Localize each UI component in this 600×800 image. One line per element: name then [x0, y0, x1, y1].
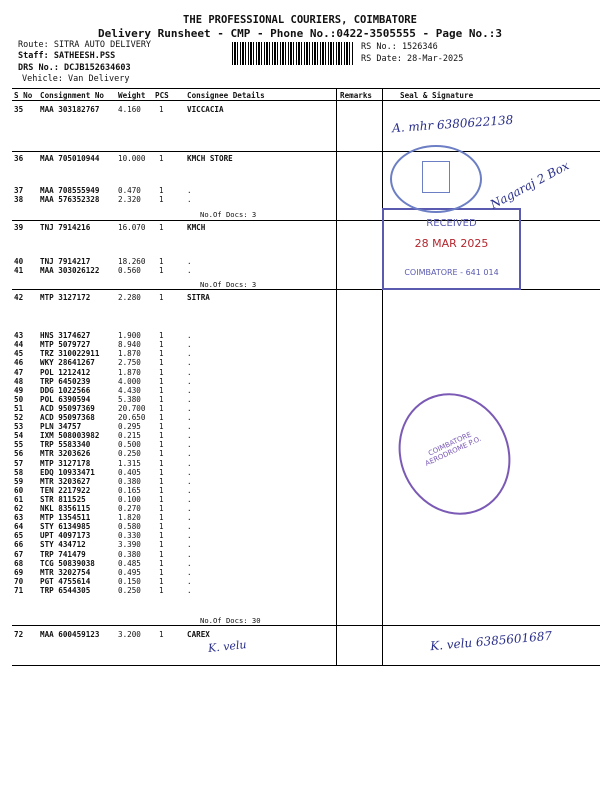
cell-pcs: 1	[159, 485, 164, 495]
cell-weight: 0.150	[118, 576, 141, 586]
col-header-remarks: Remarks	[340, 91, 373, 100]
cell-pcs: 1	[159, 431, 164, 441]
cell-pcs: 1	[159, 567, 164, 577]
cell-sno: 60	[14, 485, 24, 495]
cell-sno: 55	[14, 440, 24, 450]
received-stamp-title: RECEIVED	[426, 218, 477, 229]
cell-sno: 35	[14, 105, 24, 114]
cell-pcs: 1	[159, 340, 164, 350]
vehicle-label: Vehicle: Van Delivery	[22, 74, 130, 84]
cell-weight: 0.295	[118, 422, 141, 432]
handwritten-signature: K. velu 6385601687	[429, 628, 553, 654]
cell-pcs: 1	[159, 105, 164, 114]
round-office-stamp	[390, 145, 482, 213]
cell-weight: 0.215	[118, 431, 141, 441]
group-divider	[12, 625, 600, 626]
cell-sno: 59	[14, 476, 24, 486]
cell-pcs: 1	[159, 476, 164, 486]
signature-divider	[382, 88, 383, 665]
cell-sno: 65	[14, 531, 24, 541]
cell-pcs: 1	[159, 585, 164, 595]
col-header-weight: Weight	[118, 91, 146, 100]
cell-consignee: .	[187, 358, 192, 368]
cell-sno: 43	[14, 331, 24, 341]
cell-weight: 1.820	[118, 513, 141, 523]
cell-consignment: DDG 1022566	[40, 385, 91, 395]
docs-count: No.Of Docs: 3	[200, 210, 257, 219]
cell-pcs: 1	[159, 331, 164, 341]
cell-consignee: SITRA	[187, 293, 210, 302]
cell-consignment: TRZ 310022911	[40, 349, 100, 359]
cell-consignee: .	[187, 576, 192, 586]
cell-consignment: TRP 6450239	[40, 376, 91, 386]
cell-sno: 52	[14, 413, 24, 422]
cell-pcs: 1	[159, 257, 164, 267]
group-divider	[12, 151, 600, 152]
cell-weight: 4.430	[118, 385, 141, 395]
cell-pcs: 1	[159, 630, 164, 639]
cell-sno: 70	[14, 576, 24, 586]
cell-consignment: STY 434712	[40, 540, 86, 550]
table-top-border	[12, 88, 600, 89]
cell-weight: 16.070	[118, 223, 146, 232]
table-header-border	[12, 100, 600, 101]
cell-consignee: KMCH	[187, 223, 206, 232]
cell-weight: 0.330	[118, 531, 141, 541]
cell-consignment: WKY 28641267	[40, 358, 95, 368]
cell-consignee: .	[187, 485, 192, 495]
cell-sno: 71	[14, 585, 24, 595]
cell-consignee: .	[187, 558, 192, 568]
cell-sno: 54	[14, 431, 24, 441]
cell-sno: 66	[14, 540, 24, 550]
cell-weight: 0.495	[118, 567, 141, 577]
cell-consignment: ACD 95097368	[40, 413, 95, 422]
cell-consignment: TRP 6544305	[40, 585, 91, 595]
cell-consignee: .	[187, 513, 192, 523]
cell-consignment: TNJ 7914217	[40, 257, 91, 267]
cell-pcs: 1	[159, 358, 164, 368]
cell-consignment: MAA 705010944	[40, 154, 100, 163]
cell-consignee: .	[187, 186, 192, 196]
rs-number: RS No.: 1526346	[361, 42, 438, 52]
cell-sno: 57	[14, 458, 24, 468]
cell-sno: 49	[14, 385, 24, 395]
cell-consignee: .	[187, 476, 192, 486]
cell-weight: 4.000	[118, 376, 141, 386]
cell-pcs: 1	[159, 385, 164, 395]
received-stamp-place: COIMBATORE - 641 014	[404, 268, 499, 277]
cell-sno: 67	[14, 549, 24, 559]
cell-consignment: POL 1212412	[40, 367, 91, 377]
cell-sno: 50	[14, 394, 24, 404]
cell-consignee: .	[187, 431, 192, 441]
cell-sno: 41	[14, 266, 24, 276]
handwritten-signature: A. mhr 6380622138	[391, 112, 514, 136]
cell-pcs: 1	[159, 367, 164, 377]
drs-label: DRS No.: DCJB152634603	[18, 63, 131, 73]
cell-consignment: HNS 3174627	[40, 331, 91, 341]
cell-consignee: .	[187, 567, 192, 577]
cell-consignee: .	[187, 467, 192, 477]
cell-consignment: MAA 303182767	[40, 105, 100, 114]
cell-consignment: MTR 3202754	[40, 567, 91, 577]
cell-consignee: .	[187, 340, 192, 350]
cell-consignee: .	[187, 331, 192, 341]
cell-consignment: STR 811525	[40, 494, 86, 504]
cell-consignment: PGT 4755614	[40, 576, 91, 586]
cell-consignee: .	[187, 522, 192, 532]
cell-pcs: 1	[159, 349, 164, 359]
cell-sno: 64	[14, 522, 24, 532]
cell-sno: 56	[14, 449, 24, 459]
cell-pcs: 1	[159, 531, 164, 541]
stamp-emblem	[422, 161, 450, 193]
cell-weight: 2.280	[118, 293, 141, 302]
cell-consignee: .	[187, 494, 192, 504]
cell-pcs: 1	[159, 494, 164, 504]
cell-weight: 5.380	[118, 394, 141, 404]
cell-sno: 40	[14, 257, 24, 267]
cell-sno: 45	[14, 349, 24, 359]
cell-sno: 37	[14, 186, 24, 196]
cell-pcs: 1	[159, 266, 164, 276]
remarks-divider	[336, 88, 337, 665]
cell-sno: 44	[14, 340, 24, 350]
route-label: Route: SITRA AUTO DELIVERY	[18, 40, 152, 50]
cell-weight: 18.260	[118, 257, 146, 267]
cell-pcs: 1	[159, 522, 164, 532]
cell-consignment: EDQ 10933471	[40, 467, 95, 477]
cell-pcs: 1	[159, 186, 164, 196]
docs-count: No.Of Docs: 3	[200, 280, 257, 289]
cell-sno: 69	[14, 567, 24, 577]
cell-consignee: .	[187, 585, 192, 595]
cell-consignment: MAA 303026122	[40, 266, 100, 276]
cell-pcs: 1	[159, 576, 164, 586]
cell-weight: 0.405	[118, 467, 141, 477]
rs-date: RS Date: 28-Mar-2025	[361, 54, 464, 64]
col-header-seal: Seal & Signature	[400, 91, 474, 100]
cell-consignee: .	[187, 195, 192, 205]
aerodrome-seal	[379, 375, 530, 533]
handwritten-signature: K. velu	[207, 638, 248, 655]
cell-consignee: .	[187, 540, 192, 550]
cell-pcs: 1	[159, 403, 164, 413]
col-header-consignment: Consignment No	[40, 91, 105, 100]
cell-consignee: .	[187, 403, 192, 413]
cell-consignee: .	[187, 458, 192, 468]
cell-weight: 2.750	[118, 358, 141, 368]
cell-consignment: TRP 741479	[40, 549, 86, 559]
table-bottom-border	[12, 665, 600, 666]
col-header-consignee: Consignee Details	[187, 91, 265, 100]
cell-weight: 2.320	[118, 195, 141, 205]
cell-sno: 47	[14, 367, 24, 377]
col-header-pcs: PCS	[155, 91, 169, 100]
cell-weight: 0.100	[118, 494, 141, 504]
received-stamp-date: 28 MAR 2025	[414, 237, 489, 250]
cell-consignment: MTP 5079727	[40, 340, 91, 350]
cell-consignment: MTP 1354511	[40, 513, 91, 523]
cell-consignment: TNJ 7914216	[40, 223, 91, 232]
cell-weight: 3.390	[118, 540, 141, 550]
cell-sno: 63	[14, 513, 24, 523]
cell-sno: 48	[14, 376, 24, 386]
cell-pcs: 1	[159, 293, 164, 302]
cell-pcs: 1	[159, 513, 164, 523]
cell-pcs: 1	[159, 458, 164, 468]
cell-pcs: 1	[159, 422, 164, 432]
cell-consignment: STY 6134985	[40, 522, 91, 532]
cell-consignee: VICCACIA	[187, 105, 224, 114]
received-stamp	[382, 208, 521, 290]
cell-pcs: 1	[159, 394, 164, 404]
cell-pcs: 1	[159, 376, 164, 386]
cell-pcs: 1	[159, 154, 164, 163]
cell-pcs: 1	[159, 440, 164, 450]
cell-weight: 0.380	[118, 549, 141, 559]
cell-weight: 0.485	[118, 558, 141, 568]
cell-weight: 0.580	[118, 522, 141, 532]
cell-consignee: .	[187, 549, 192, 559]
cell-pcs: 1	[159, 540, 164, 550]
cell-pcs: 1	[159, 223, 164, 232]
cell-consignee: .	[187, 376, 192, 386]
cell-sno: 51	[14, 403, 24, 413]
cell-weight: 0.250	[118, 585, 141, 595]
cell-consignment: ACD 95097369	[40, 403, 95, 413]
cell-consignee: .	[187, 422, 192, 432]
cell-consignee: .	[187, 413, 192, 422]
docs-count: No.Of Docs: 30	[200, 616, 261, 625]
cell-weight: 3.200	[118, 630, 141, 639]
cell-consignee: .	[187, 385, 192, 395]
cell-consignment: TRP 5583340	[40, 440, 91, 450]
cell-consignment: POL 6390594	[40, 394, 91, 404]
cell-sno: 38	[14, 195, 24, 205]
cell-consignment: MAA 600459123	[40, 630, 100, 639]
cell-weight: 10.000	[118, 154, 146, 163]
cell-consignee: .	[187, 257, 192, 267]
runsheet-subtitle: Delivery Runsheet - CMP - Phone No.:0422-3505555 - Page No.:3	[98, 27, 502, 40]
cell-consignee: .	[187, 266, 192, 276]
cell-consignee: .	[187, 394, 192, 404]
cell-sno: 46	[14, 358, 24, 368]
cell-pcs: 1	[159, 449, 164, 459]
cell-consignment: MTP 3127178	[40, 458, 91, 468]
cell-sno: 58	[14, 467, 24, 477]
cell-weight: 4.160	[118, 105, 141, 114]
cell-consignee: .	[187, 440, 192, 450]
cell-sno: 53	[14, 422, 24, 432]
cell-pcs: 1	[159, 558, 164, 568]
cell-weight: 0.165	[118, 485, 141, 495]
cell-sno: 68	[14, 558, 24, 568]
cell-weight: 20.700	[118, 403, 146, 413]
cell-weight: 0.470	[118, 186, 141, 196]
handwritten-signature: Nagaraj 2 Box	[487, 158, 572, 212]
cell-weight: 1.870	[118, 367, 141, 377]
aerodrome-seal-text: COIMBATORE AERODROME P.O.	[423, 430, 483, 468]
staff-label: Staff: SATHEESH.PSS	[18, 51, 116, 61]
cell-consignee: .	[187, 367, 192, 377]
cell-consignment: UPT 4097173	[40, 531, 91, 541]
cell-weight: 1.870	[118, 349, 141, 359]
cell-consignment: MTR 3203627	[40, 476, 91, 486]
cell-consignment: NKL 8356115	[40, 504, 91, 513]
cell-consignment: MAA 576352328	[40, 195, 100, 205]
cell-pcs: 1	[159, 467, 164, 477]
cell-pcs: 1	[159, 549, 164, 559]
cell-weight: 1.900	[118, 331, 141, 341]
cell-consignment: MTR 3203626	[40, 449, 91, 459]
cell-pcs: 1	[159, 195, 164, 205]
cell-weight: 0.250	[118, 449, 141, 459]
cell-weight: 8.940	[118, 340, 141, 350]
cell-weight: 20.650	[118, 413, 146, 422]
cell-weight: 1.315	[118, 458, 141, 468]
cell-consignee: .	[187, 531, 192, 541]
cell-weight: 0.270	[118, 504, 141, 513]
cell-sno: 42	[14, 293, 24, 302]
cell-sno: 36	[14, 154, 24, 163]
cell-sno: 62	[14, 504, 24, 513]
cell-weight: 0.500	[118, 440, 141, 450]
company-title: THE PROFESSIONAL COURIERS, COIMBATORE	[183, 14, 417, 26]
barcode	[232, 42, 354, 65]
cell-sno: 61	[14, 494, 24, 504]
cell-consignment: PLN 34757	[40, 422, 82, 432]
cell-weight: 0.560	[118, 266, 141, 276]
col-header-sno: S No	[14, 91, 33, 100]
cell-consignment: TEN 2217922	[40, 485, 91, 495]
cell-consignee: CAREX	[187, 630, 210, 639]
cell-sno: 39	[14, 223, 24, 232]
cell-consignment: IXM 508003982	[40, 431, 100, 441]
cell-consignment: TCG 50839038	[40, 558, 95, 568]
cell-consignee: KMCH STORE	[187, 154, 233, 163]
cell-consignee: .	[187, 349, 192, 359]
cell-consignment: MTP 3127172	[40, 293, 91, 302]
cell-pcs: 1	[159, 504, 164, 513]
cell-consignee: .	[187, 504, 192, 513]
cell-consignment: MAA 708555949	[40, 186, 100, 196]
cell-pcs: 1	[159, 413, 164, 422]
cell-sno: 72	[14, 630, 24, 639]
cell-weight: 0.380	[118, 476, 141, 486]
cell-consignee: .	[187, 449, 192, 459]
